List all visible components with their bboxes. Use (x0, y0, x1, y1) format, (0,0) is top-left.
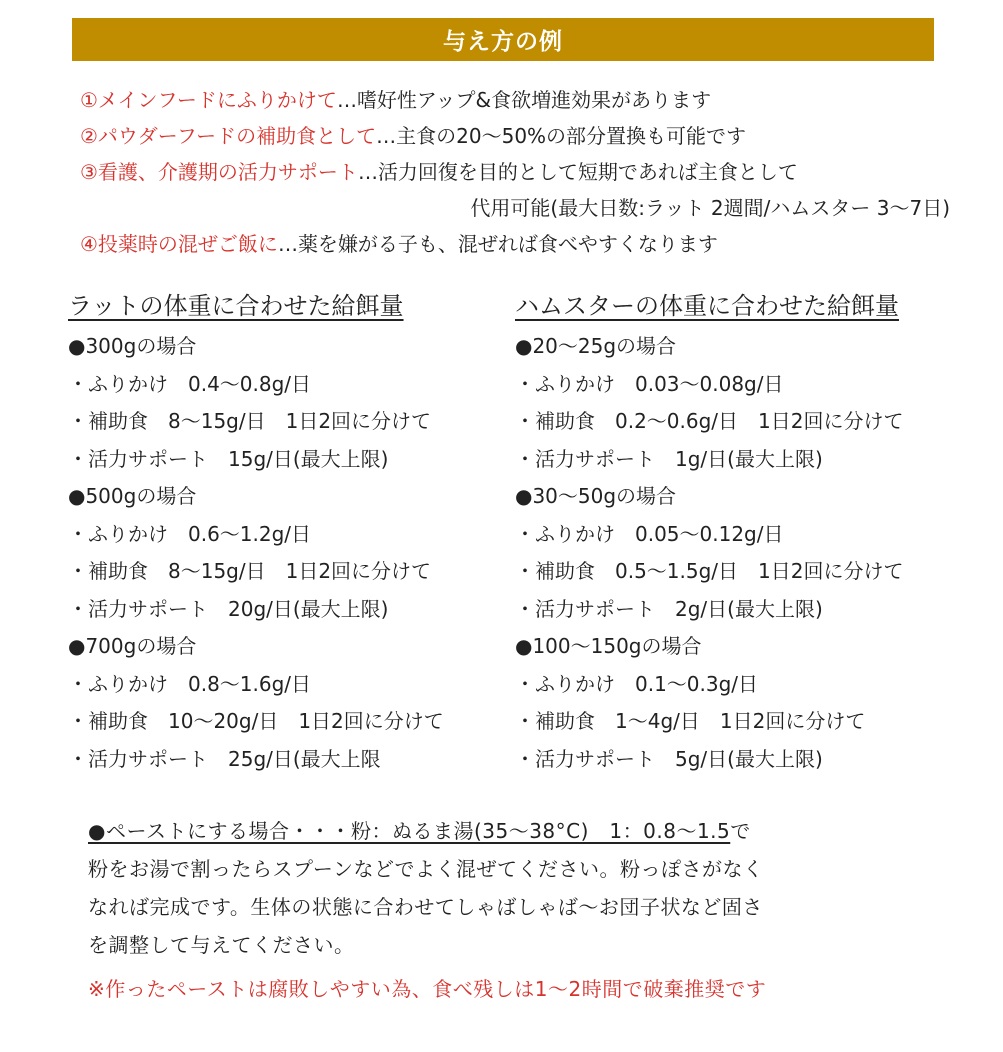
usage-desc: …活力回復を目的として短期であれば主食として (357, 160, 798, 184)
paste-text-line: なれば完成です。生体の状態に合わせてしゃばしゃば～お団子状など固さ (88, 895, 763, 919)
paste-text-line: を調整して与えてください。 (88, 933, 355, 957)
feeding-line: ・活力サポート 2g/日(最大上限) (515, 596, 823, 621)
usage-item (80, 118, 980, 154)
feeding-line: ・ふりかけ 0.8～1.6g/日 (68, 671, 312, 696)
feeding-line: ・活力サポート 1g/日(最大上限) (515, 446, 823, 471)
paste-heading (88, 812, 948, 850)
weight-heading: ●300gの場合 (68, 334, 197, 358)
usage-item (80, 226, 980, 262)
usage-label: ③看護、介護期の活力サポート (80, 160, 358, 184)
weight-heading: ●700gの場合 (68, 634, 197, 658)
feeding-line: ・補助食 8～15g/日 1日2回に分けて (68, 559, 432, 583)
rat-column-title: ラットの体重に合わせた給餌量 (68, 292, 404, 320)
feeding-line: ・活力サポート 5g/日(最大上限) (515, 746, 823, 771)
usage-desc: …嗜好性アップ&食欲増進効果があります (336, 88, 712, 112)
feeding-line: ・ふりかけ 0.4～0.8g/日 (68, 371, 312, 396)
usage-desc: …主食の20～50%の部分置換も可能です (376, 124, 747, 148)
usage-desc: 代用可能(最大日数:ラット 2週間/ハムスター 3～7日) (470, 196, 950, 220)
feeding-line: ・補助食 8～15g/日 1日2回に分けて (68, 409, 432, 433)
rat-feeding-column (68, 286, 444, 778)
section-banner (72, 18, 934, 61)
weight-heading: ●500gの場合 (68, 484, 197, 508)
feeding-line: ・活力サポート 15g/日(最大上限) (68, 446, 389, 471)
usage-item (80, 82, 980, 118)
paste-ratio: ●ペーストにする場合・・・粉：ぬるま湯(35～38°C) 1：0.8～1.5 (88, 819, 731, 843)
paste-heading-tail: で (730, 819, 751, 843)
feeding-line: ・補助食 0.5～1.5g/日 1日2回に分けて (515, 559, 904, 583)
weight-heading: ●30～50gの場合 (515, 484, 677, 508)
usage-examples (80, 82, 980, 262)
usage-label: ①メインフードにふりかけて (80, 88, 337, 112)
hamster-feeding-column (515, 286, 904, 778)
weight-heading: ●100～150gの場合 (515, 634, 702, 658)
paste-text-line: 粉をお湯で割ったらスプーンなどでよく混ぜてください。粉っぽさがなく (88, 857, 764, 881)
paste-warning: ※作ったペーストは腐敗しやすい為、食べ残しは1～2時間で破棄推奨です (88, 977, 767, 1001)
usage-label: ②パウダーフードの補助食として (80, 124, 377, 148)
usage-desc: …薬を嫌がる子も、混ぜれば食べやすくなります (277, 232, 718, 256)
feeding-line: ・活力サポート 25g/日(最大上限 (68, 746, 381, 771)
usage-label: ④投薬時の混ぜご飯に (80, 232, 278, 256)
feeding-line: ・補助食 1～4g/日 1日2回に分けて (515, 709, 866, 733)
banner-title: 与え方の例 (443, 29, 563, 55)
feeding-line: ・活力サポート 20g/日(最大上限) (68, 596, 389, 621)
usage-item (80, 154, 980, 190)
usage-item-continuation (80, 190, 980, 226)
hamster-column-title: ハムスターの体重に合わせた給餌量 (515, 292, 899, 320)
feeding-line: ・補助食 10～20g/日 1日2回に分けて (68, 709, 444, 733)
feeding-line: ・ふりかけ 0.6～1.2g/日 (68, 521, 312, 546)
feeding-line: ・ふりかけ 0.05～0.12g/日 (515, 521, 784, 546)
weight-heading: ●20～25gの場合 (515, 334, 677, 358)
feeding-line: ・ふりかけ 0.1～0.3g/日 (515, 671, 759, 696)
feeding-line: ・ふりかけ 0.03～0.08g/日 (515, 371, 784, 396)
paste-instructions (88, 812, 948, 1008)
feeding-line: ・補助食 0.2～0.6g/日 1日2回に分けて (515, 409, 904, 433)
